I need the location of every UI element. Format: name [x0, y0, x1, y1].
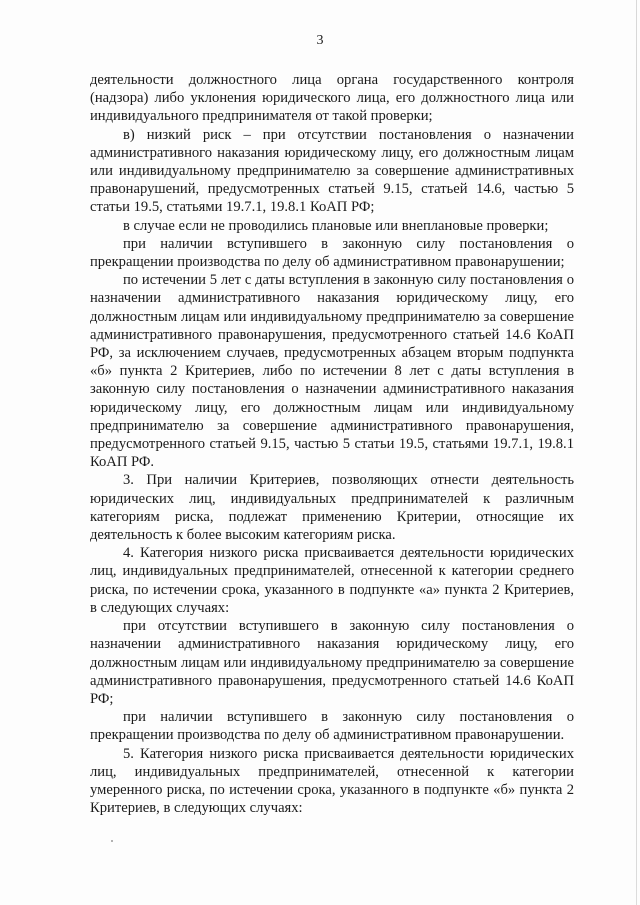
paragraph-item-4-case-2: при наличии вступившего в законную силу постановления о прекращении производства по делу об административном правонарушении.	[90, 709, 574, 744]
page-number: 3	[316, 33, 324, 48]
paragraph-termination: при наличии вступившего в законную силу постановления о прекращении производства по делу об административном правонарушении;	[90, 235, 574, 271]
paragraph-item-5: 5. Категория низкого риска присваивается деятельности юридических лиц, индивидуальных предпринимателей, отнесенной к категории умеренного риска, по истечении срока, указанного в подпункте «б» пункта 2 Критериев, в следующих случаях:	[90, 745, 574, 817]
document-body	[90, 71, 574, 817]
paragraph-expiry: по истечении 5 лет с даты вступления в законную силу постановления о назначении административного наказания юридическому лицу, его должностным лицам или индивидуальному предпринимателю за совершение административного правонарушения, предусмотренного статьей 14.6 КоАП РФ, за исключением случаев, предусмотренных абзацем вторым подпункта «б» пункта 2 Критериев, либо по истечении 8 лет с даты вступления в законную силу постановления о назначении административного наказания юридическому лицу, его должностным лицам или индивидуальному предпринимателю за совершение административного правонарушения, предусмотренного статьей 9.15, частью 5 статьи 19.5, статьями 19.7.1, 19.8.1 КоАП РФ.	[90, 272, 574, 471]
scan-speck	[111, 840, 113, 842]
scan-edge-line	[636, 0, 637, 905]
paragraph-item-4-case-1: при отсутствии вступившего в законную силу постановления о назначении административного наказания юридическому лицу, его должностным лицам или индивидуальному предпринимателю за совершение административного правонарушения, предусмотренного статьей 14.6 КоАП РФ;	[90, 618, 574, 707]
paragraph-low-risk: в) низкий риск – при отсутствии постановления о назначении административного наказания юридическому лицу, его должностным лицам или индивидуальному предпринимателю за совершение административных правонарушений, предусмотренных статьей 9.15, статьей 14.6, частью 5 статьи 19.5, статьями 19.7.1, 19.8.1 КоАП РФ;	[90, 126, 574, 216]
paragraph-item-4: 4. Категория низкого риска присваивается деятельности юридических лиц, индивидуальных предпринимателей, отнесенной к категории среднего риска, по истечении срока, указанного в подпункте «а» пункта 2 Критериев, в следующих случаях:	[90, 545, 574, 616]
paragraph-continuation: деятельности должностного лица органа государственного контроля (надзора) либо уклонения юридического лица, его должностного лица или индивидуального предпринимателя от такой проверки;	[90, 72, 574, 125]
paragraph-item-3: 3. При наличии Критериев, позволяющих отнести деятельность юридических лиц, индивидуальных предпринимателей к различным категориям риска, подлежат применению Критерии, относящие их деятельность к более высоким категориям риска.	[90, 472, 574, 544]
paragraph-no-inspections: в случае если не проводились плановые или внеплановые проверки;	[123, 217, 549, 234]
